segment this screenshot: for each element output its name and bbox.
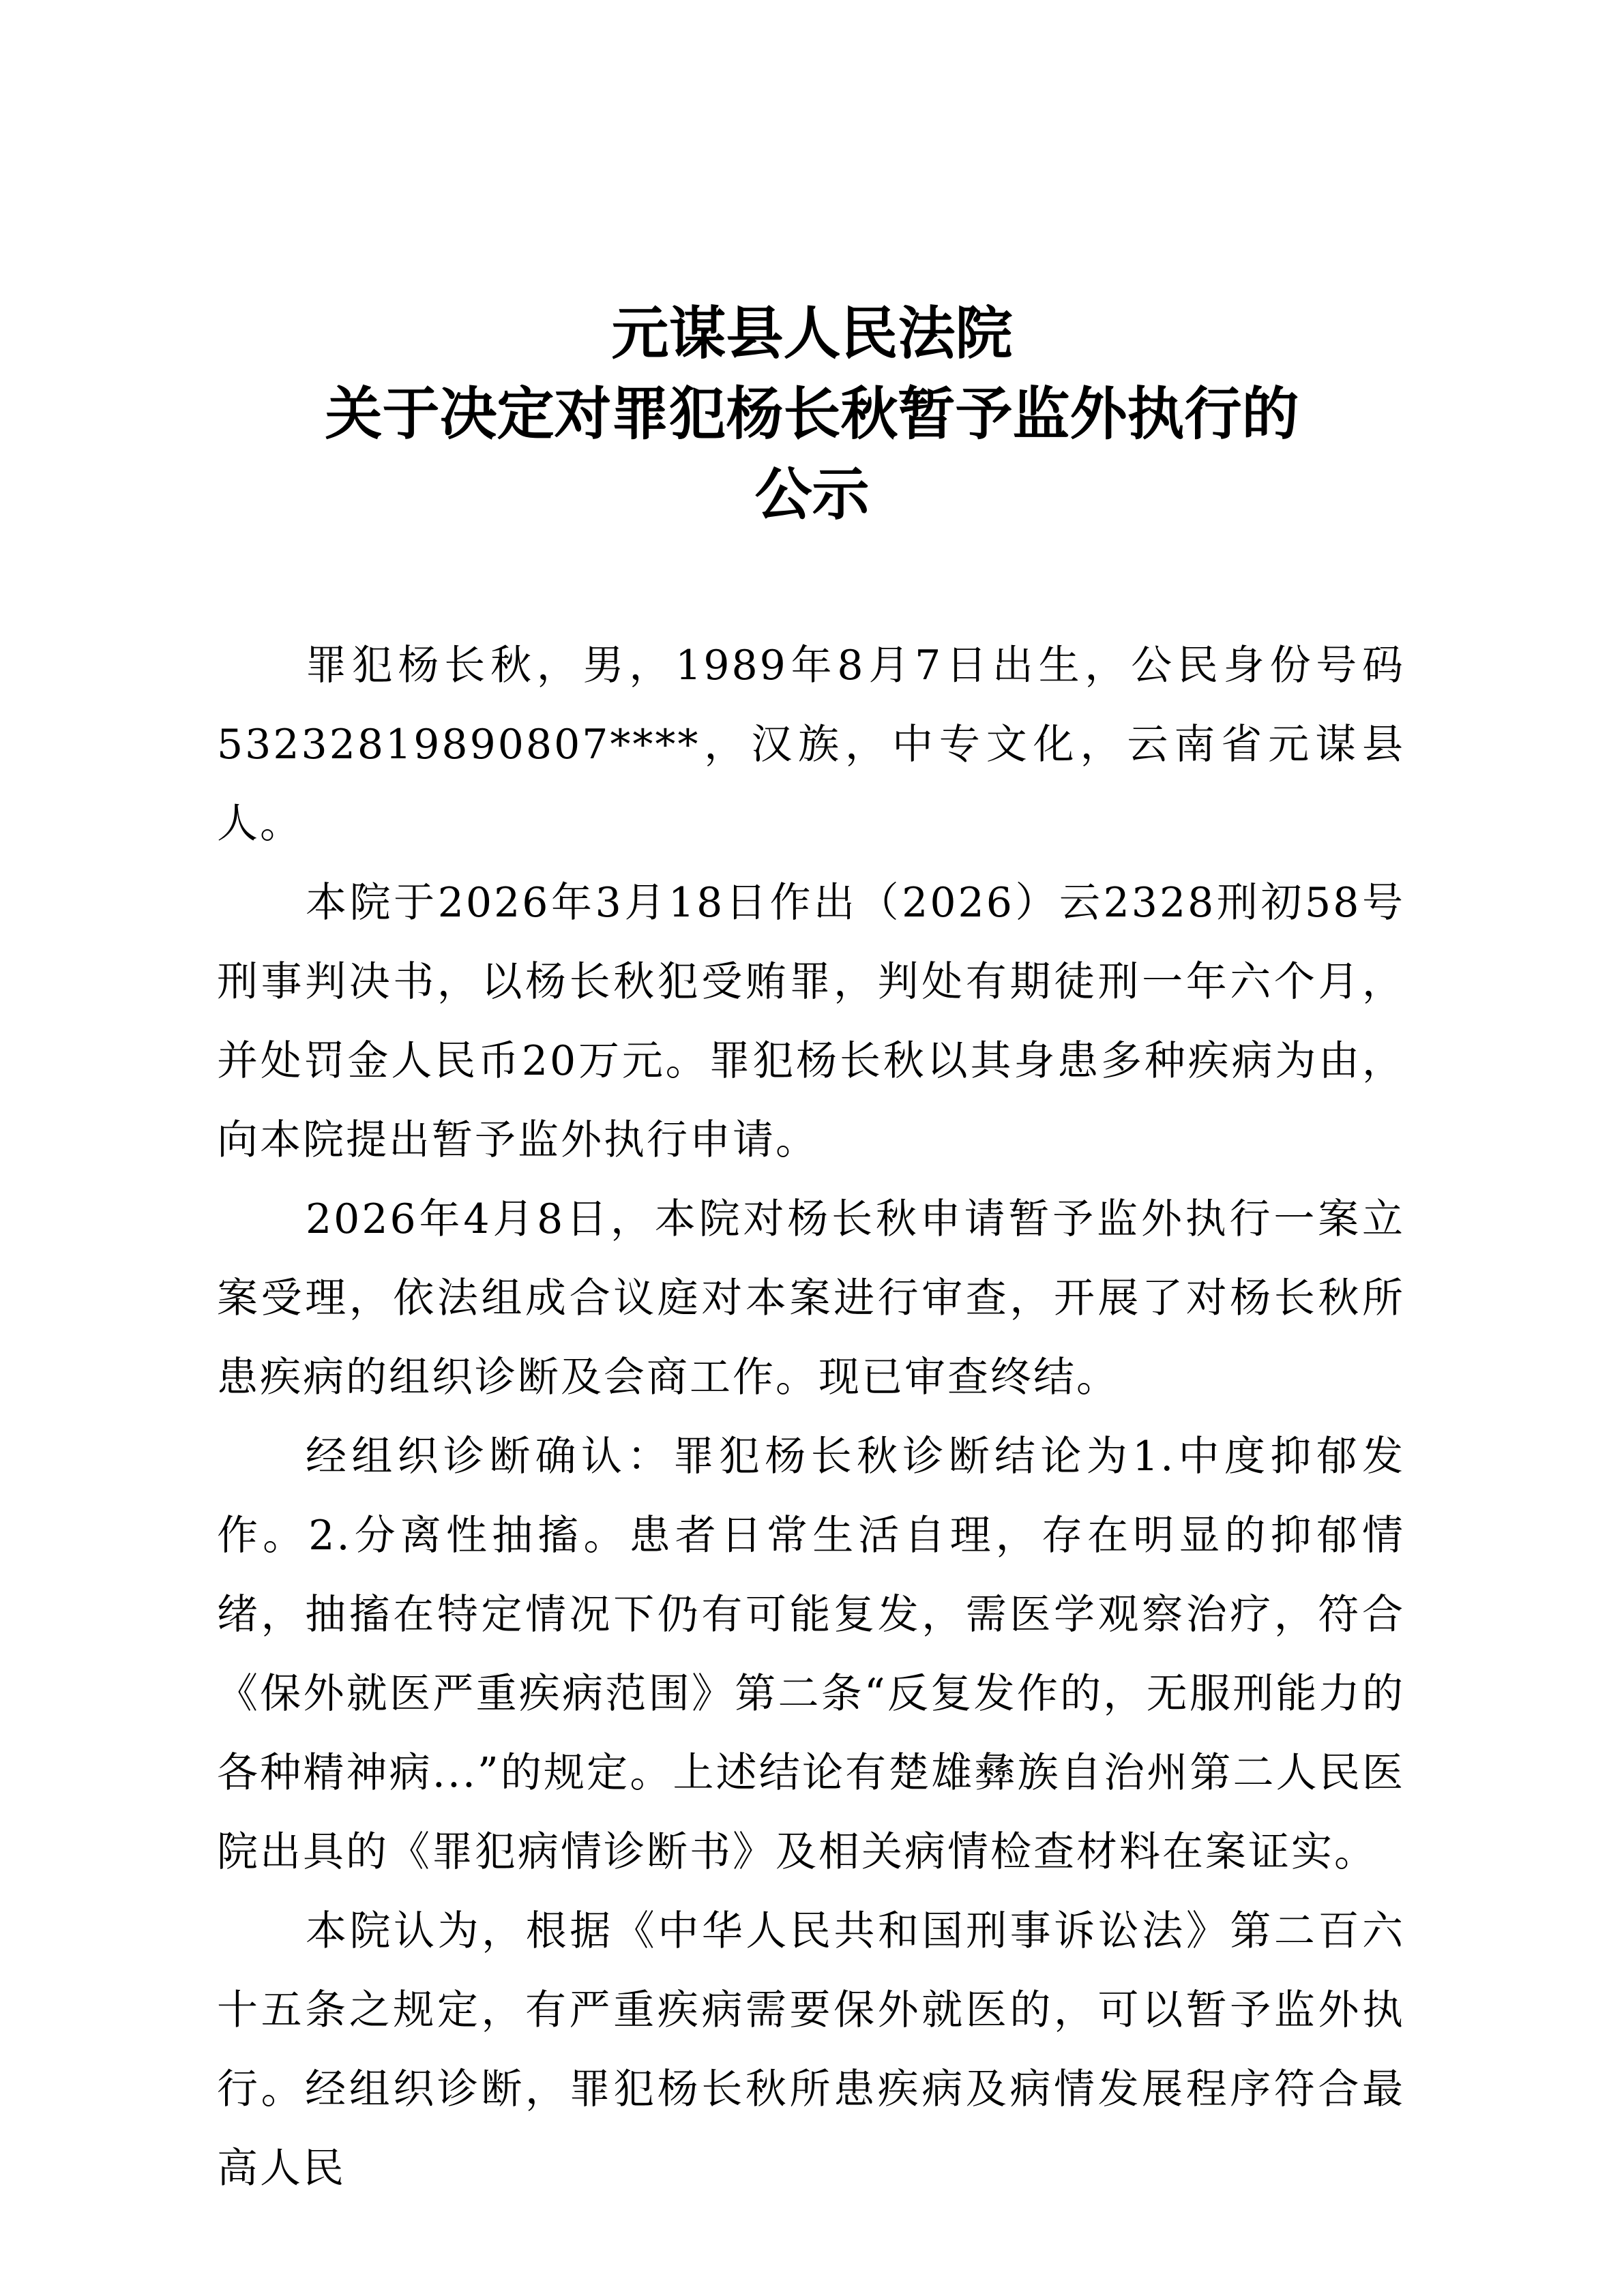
paragraph-case-filing: 2026年4月8日，本院对杨长秋申请暂予监外执行一案立案受理，依法组成合议庭对本案进行审查，开展了对杨长秋所患疾病的组织诊断及会商工作。现已审查终结。	[217, 1195, 1405, 1401]
paragraph-criminal-info: 罪犯杨长秋，男，1989年8月7日出生，公民身份号码53232819890807****，汉族，中专文化，云南省元谋县人。	[217, 642, 1405, 848]
paragraph-diagnosis: 经组织诊断确认：罪犯杨长秋诊断结论为1.中度抑郁发作。2.分离性抽搐。患者日常生活自理，存在明显的抑郁情绪，抽搐在特定情况下仍有可能复发，需医学观察治疗，符合《保外就医严重疾病范围》第二条“反复发作的，无服刑能力的各种精神病...”的规定。上述结论有楚雄彝族自治州第二人民医院出具的《罪犯病情诊断书》及相关病情检查材料在案证实。	[217, 1433, 1405, 1876]
paragraph-judgment: 本院于2026年3月18日作出（2026）云2328刑初58号刑事判决书，以杨长秋犯受贿罪，判处有期徒刑一年六个月，并处罚金人民币20万元。罪犯杨长秋以其身患多种疾病为由，向本院提出暂予监外执行申请。	[217, 879, 1405, 1164]
paragraph-court-opinion: 本院认为，根据《中华人民共和国刑事诉讼法》第二百六十五条之规定，有严重疾病需要保外就医的，可以暂予监外执行。经组织诊断，罪犯杨长秋所患疾病及病情发展程序符合最高人民	[217, 1907, 1405, 2192]
document-title	[205, 293, 1419, 535]
title-court-name: 元谋县人民法院	[611, 299, 1013, 367]
title-subject: 关于决定对罪犯杨长秋暂予监外执行的	[325, 380, 1299, 447]
title-notice: 公示	[754, 460, 870, 528]
document-body	[217, 626, 1405, 2208]
